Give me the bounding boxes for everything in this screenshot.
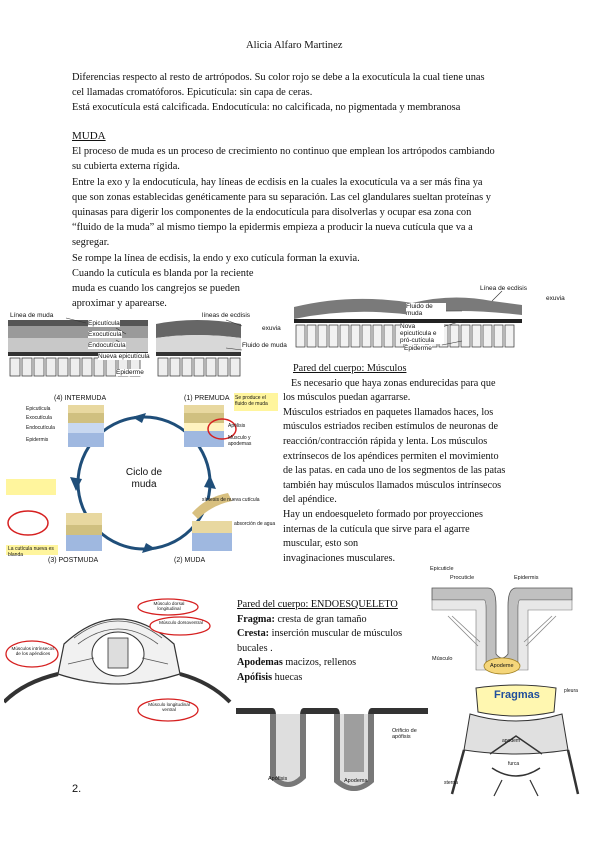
desc-fragma: cresta de gran tamaño xyxy=(274,613,367,625)
muda-line: quinasas para digerir los componentes de la endocutícula para disolverlas y ocupar esa zona con xyxy=(72,207,472,219)
page-number: 2. xyxy=(72,783,82,795)
ecdisis-figure xyxy=(292,285,572,355)
label-apodema: Apodema xyxy=(344,778,368,784)
label-furca: furca xyxy=(508,761,520,767)
endoesqueleto-section xyxy=(237,598,427,686)
muda-soft-line: aproximar y aparearse. xyxy=(72,298,167,310)
intro-line: Diferencias respecto al resto de artrópodos. Su color rojo se debe a la exocutícula la cual tiene unas xyxy=(72,72,485,83)
label-apodeme: Apodeme xyxy=(490,663,514,669)
muda-line: Se rompe la línea de ecdisis, la endo y exo cutícula forman la exuvia. xyxy=(72,252,360,264)
cuticle-layers-figure xyxy=(6,312,292,384)
stage-intermuda: (4) INTERMUDA xyxy=(54,395,107,402)
label-exocuticula: Exocutícula xyxy=(88,331,122,338)
label-procuticle: Procuticle xyxy=(450,575,475,581)
desc-apodemas: macizos, rellenos xyxy=(282,657,357,669)
label-nova-epicuticula: Nova epicutícula e pró-cutícula xyxy=(400,323,444,344)
apodeme-figure xyxy=(428,566,576,678)
apofisis-apodema-figure xyxy=(232,700,432,796)
label-cycle-sintesis: síntesis de nueva cutícula xyxy=(202,497,260,503)
musculos-section xyxy=(283,362,583,566)
label-lineas-ecdisis: líneas de ecdisis xyxy=(202,312,251,319)
desc-cresta: inserción muscular de músculos xyxy=(269,628,403,640)
stage-premuda: (1) PREMUDA xyxy=(184,395,230,402)
endo-item-cresta xyxy=(237,627,427,642)
label-muscle: Músculo xyxy=(432,656,453,662)
label-apofisis: Apófisis xyxy=(268,776,288,782)
term-cresta: Cresta: xyxy=(237,628,270,640)
musculos-line: extrínsecos de los apéndices permiten el movimiento xyxy=(283,450,499,462)
musculos-line: Músculos estriados en paquetes llamados haces, los xyxy=(283,406,494,418)
label-epiderme-right: Epiderme xyxy=(404,345,432,352)
desc-apofisis: huecas xyxy=(272,671,303,683)
muda-line: segregar. xyxy=(72,237,110,249)
musculos-line: reacción/contracción rápida y lenta. Los músculos xyxy=(283,435,488,447)
desc-bucales: bucales . xyxy=(237,642,273,654)
label-musculo-dorsoventral: Músculo dorsoventral xyxy=(159,620,203,625)
label-nueva-epicuticula: Nueva epicutícula xyxy=(98,353,150,360)
muda-soft-line: muda es cuando los cangrejos se pueden xyxy=(72,283,240,295)
endo-item-apofisis xyxy=(237,671,427,686)
endoesqueleto-title: Pared del cuerpo: ENDOESQUELETO xyxy=(237,599,398,610)
label-sterna: sterna xyxy=(444,780,458,786)
label-cycle-exocut: Exocutícula xyxy=(26,415,52,421)
fragmas-figure xyxy=(442,684,588,800)
molting-cycle-figure xyxy=(6,393,281,570)
musculos-line: también hay músculos llamados músculos intrínsecos xyxy=(283,479,502,491)
label-pleura: pleura xyxy=(564,688,578,694)
term-fragma: Fragma: xyxy=(237,613,275,625)
muda-line: El proceso de muda es un proceso de crecimiento no continuo que emplean los artrópodos cambiando xyxy=(72,146,495,158)
label-musculo-ventral: Músculo longitudinal ventral xyxy=(148,702,190,713)
muda-title: MUDA xyxy=(72,130,106,142)
musculos-line: del apéndice. xyxy=(283,494,337,506)
muda-line: que son zonas establecidas genéticamente para su separación. Las cel glandulares sueltan proteínas y xyxy=(72,191,491,203)
musculos-line: invaginaciones musculares. xyxy=(283,552,396,564)
label-cycle-musculo: Músculo y apodemas xyxy=(228,435,252,447)
musculos-line: los músculos puedan agarrarse. xyxy=(283,392,411,404)
label-linea-ecdisis: Línea de ecdisis xyxy=(480,285,527,292)
musculos-line: de las patas. en cada uno de los segmentos de las patas xyxy=(283,465,506,477)
label-cycle-apolisis: Apólisis xyxy=(228,423,246,429)
intro-line: cel llamadas cromatóforos. Epicutícula: sin capa de ceras. xyxy=(72,87,313,99)
label-cycle-epid: Epidermis xyxy=(26,437,49,443)
endo-item-bucales xyxy=(237,642,427,657)
note-cuticula-blanda: La cutícula nueva es blanda xyxy=(8,546,54,558)
label-cycle-endocut: Endocutícula xyxy=(26,425,55,431)
term-apodemas: Apodemas xyxy=(237,657,283,669)
term-apofisis: Apófisis xyxy=(237,671,273,683)
label-epicuticula: Epicutícula xyxy=(88,320,120,327)
muda-line: “fluido de la muda” al mismo tiempo la epidermis empieza a producir la nueva cutícula que va a xyxy=(72,222,473,234)
musculos-line: músculos estriados reciben estímulos de neuronas de xyxy=(283,421,499,433)
label-cycle-epicut: Epicutícula xyxy=(26,406,51,412)
muda-soft-line: Cuando la cutícula es blanda por la reciente xyxy=(72,267,254,279)
label-musculos-intrinsecos: Músculos intrínsecos de los apéndices xyxy=(11,646,55,657)
intro-line: Está exocutícula está calcificada. Endocutícula: no calcificada, no pigmentada y membranosa xyxy=(72,102,461,114)
fragmas-title: Fragmas xyxy=(494,689,540,701)
label-fluido-muda: Fluido de muda xyxy=(242,342,287,349)
label-endocuticula: Endocutícula xyxy=(88,342,126,349)
stage-muda: (2) MUDA xyxy=(174,557,206,564)
musculos-line: Es necesario que haya zonas endurecidas para que xyxy=(291,377,496,389)
label-apodem: apodem xyxy=(502,738,521,744)
musculos-line: Hay un endoesqueleto formado por proyecciones xyxy=(283,508,484,520)
stage-postmuda: (3) POSTMUDA xyxy=(48,557,99,564)
label-exuvia: exuvia xyxy=(262,325,281,332)
label-cycle-fluido: Se produce el fluido de muda xyxy=(235,395,268,407)
endo-item-apodemas xyxy=(237,656,427,671)
musculos-line: internas de la cutícula que sirve para el agarre xyxy=(283,523,470,535)
label-cycle-absorcion: absorción de agua xyxy=(234,521,276,527)
musculos-title: Pared del cuerpo: Músculos xyxy=(293,363,407,374)
label-exuvia-right: exuvia xyxy=(546,295,565,302)
muda-line: su cubierta externa rígida. xyxy=(72,161,180,173)
label-orificio: Orificio de apófisis xyxy=(392,728,417,740)
label-epicuticle: Epicuticle xyxy=(430,566,454,572)
label-epidermis: Epiderme xyxy=(116,369,144,376)
label-epidermis-apodeme: Epidermis xyxy=(514,575,539,581)
muda-line: Entre la exo y la endocutícula, hay líneas de ecdisis en la cuales la exocutícula va a ser más fina ya xyxy=(72,176,483,188)
cycle-center-label: Ciclo de muda xyxy=(125,467,163,490)
label-fluido-muda-right: Fluido de muda xyxy=(406,303,446,317)
label-linea-muda: Línea de muda xyxy=(10,312,54,319)
author-name: Alicia Alfaro Martinez xyxy=(246,40,343,51)
musculos-line: muscular, esto son xyxy=(283,538,359,550)
label-musculo-dorsal: Músculo dorsal longitudinal xyxy=(153,601,185,612)
intro-paragraph xyxy=(72,70,572,116)
body-section-figure xyxy=(4,598,232,726)
endo-item-fragma xyxy=(237,613,427,628)
